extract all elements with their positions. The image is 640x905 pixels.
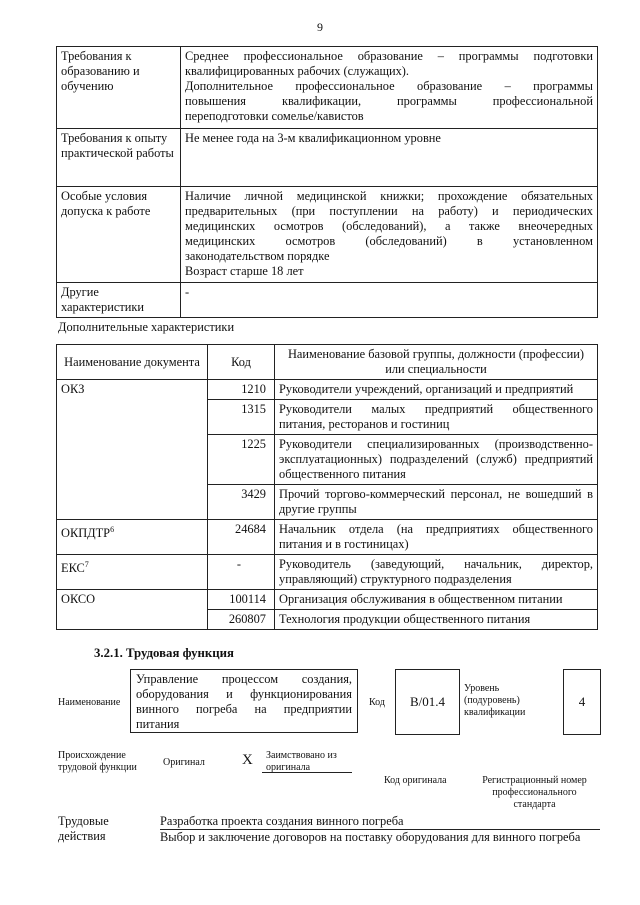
group-name-cell: Руководители учреждений, организаций и предприятий xyxy=(275,380,598,400)
header-group-name: Наименование базовой группы, должности (профессии) или специальности xyxy=(275,345,598,380)
additional-characteristics-table xyxy=(56,344,598,630)
footnote-ref: 7 xyxy=(84,560,89,569)
requirement-label: Особые условия допуска к работе xyxy=(57,187,181,283)
code-original-label: Код оригинала xyxy=(384,775,447,786)
requirement-row xyxy=(57,47,598,129)
table-row xyxy=(57,520,598,555)
group-name-cell: Прочий торгово-коммерческий персонал, не вошедший в другие группы xyxy=(275,485,598,520)
table-row xyxy=(57,380,598,400)
group-name-cell: Организация обслуживания в общественном питании xyxy=(275,590,598,610)
requirement-row xyxy=(57,129,598,187)
labor-actions-label: Трудовые действия xyxy=(58,814,109,843)
function-name-label: Наименование xyxy=(58,697,121,708)
requirement-line: Среднее профессиональное образование – программы подготовки xyxy=(185,49,593,63)
requirement-label: Другие характеристики xyxy=(57,283,181,318)
requirement-value xyxy=(181,187,598,283)
document-cell xyxy=(57,590,208,630)
code-cell: 1225 xyxy=(208,435,275,485)
requirements-table xyxy=(56,46,598,318)
requirement-label: Требования к опыту практической работы xyxy=(57,129,181,187)
requirement-row xyxy=(57,187,598,283)
requirement-value xyxy=(181,47,598,129)
document-cell xyxy=(57,555,208,590)
footnote-ref: 6 xyxy=(110,525,115,534)
requirement-line: - xyxy=(185,285,190,299)
requirement-line: Не менее года на 3-м квалификационном уровне xyxy=(185,131,441,145)
document-name: ОКСО xyxy=(61,592,96,606)
labor-action-item: Разработка проекта создания винного погреба xyxy=(160,814,600,830)
code-cell: 100114 xyxy=(208,590,275,610)
group-name-cell: Руководители малых предприятий общественного питания, ресторанов и гостиниц xyxy=(275,400,598,435)
code-cell: 3429 xyxy=(208,485,275,520)
document-cell xyxy=(57,380,208,520)
section-title: 3.2.1. Трудовая функция xyxy=(94,646,234,660)
labor-actions-list xyxy=(160,814,600,845)
qualification-level-label: Уровень (подуровень) квалификации xyxy=(464,683,526,718)
code-cell: 260807 xyxy=(208,610,275,630)
code-cell: 24684 xyxy=(208,520,275,555)
requirement-line: медицинских осмотров (обследований), а также внеочередных xyxy=(185,219,593,233)
group-name-cell: Начальник отдела (на предприятиях общественного питания и в гостиницах) xyxy=(275,520,598,555)
function-name-box xyxy=(130,669,358,733)
requirement-line: медицинских осмотров (обследований) в установленном xyxy=(185,234,593,248)
additional-title: Дополнительные характеристики xyxy=(58,320,235,334)
header-document: Наименование документа xyxy=(57,345,208,380)
origin-label: Происхождение трудовой функции xyxy=(58,750,137,773)
code-cell: - xyxy=(208,555,275,590)
document-name: ОКЗ xyxy=(61,382,85,396)
requirement-line: законодательством порядке xyxy=(185,249,330,263)
requirement-row xyxy=(57,283,598,318)
group-name-cell: Руководители специализированных (производственно-эксплуатационных) подразделений (служб) предприятий общественного питания xyxy=(275,435,598,485)
group-name-cell: Технология продукции общественного питания xyxy=(275,610,598,630)
reg-number-label: Регистрационный номер профессионального стандарта xyxy=(482,775,587,810)
origin-borrowed-label: Заимствовано из оригинала xyxy=(266,750,337,773)
labor-action-item: Выбор и заключение договоров на поставку оборудования для винного погреба xyxy=(160,830,581,844)
origin-original-label: Оригинал xyxy=(163,757,205,768)
requirement-line: предварительных (при поступлении на работу) и периодических xyxy=(185,204,593,218)
requirement-line: Наличие личной медицинской книжки; прохождение обязательных xyxy=(185,189,593,203)
page-number: 9 xyxy=(317,20,323,34)
header-code: Код xyxy=(208,345,275,380)
function-code-value: B/01.4 xyxy=(409,694,446,709)
function-code-label: Код xyxy=(369,697,385,708)
requirement-value xyxy=(181,129,598,187)
document-name: ЕКС xyxy=(61,561,85,576)
function-name-value: Управление процессом создания, оборудования и функционирования винного погреба на предприятии питания xyxy=(136,672,352,731)
document-name: ОКПДТР xyxy=(61,526,111,541)
function-code-box xyxy=(395,669,460,735)
document-cell xyxy=(57,520,208,555)
qualification-level-value: 4 xyxy=(578,694,586,709)
requirement-line: переподготовки сомелье/кавистов xyxy=(185,109,364,123)
requirement-line: повышения квалификации, программы профессиональной xyxy=(185,94,593,108)
group-name-cell: Руководитель (заведующий, начальник, директор, управляющий) структурного подразделения xyxy=(275,555,598,590)
origin-mark: X xyxy=(242,752,253,768)
qualification-level-box xyxy=(563,669,601,735)
code-cell: 1210 xyxy=(208,380,275,400)
requirement-line: Возраст старше 18 лет xyxy=(185,264,304,278)
requirement-line: квалифицированных рабочих (служащих). xyxy=(185,64,410,78)
code-cell: 1315 xyxy=(208,400,275,435)
origin-underline xyxy=(262,772,352,773)
requirement-label: Требования к образованию и обучению xyxy=(57,47,181,129)
requirement-line: Дополнительное профессиональное образование – программы xyxy=(185,79,593,93)
table-row xyxy=(57,555,598,590)
table-row xyxy=(57,590,598,610)
requirement-value xyxy=(181,283,598,318)
